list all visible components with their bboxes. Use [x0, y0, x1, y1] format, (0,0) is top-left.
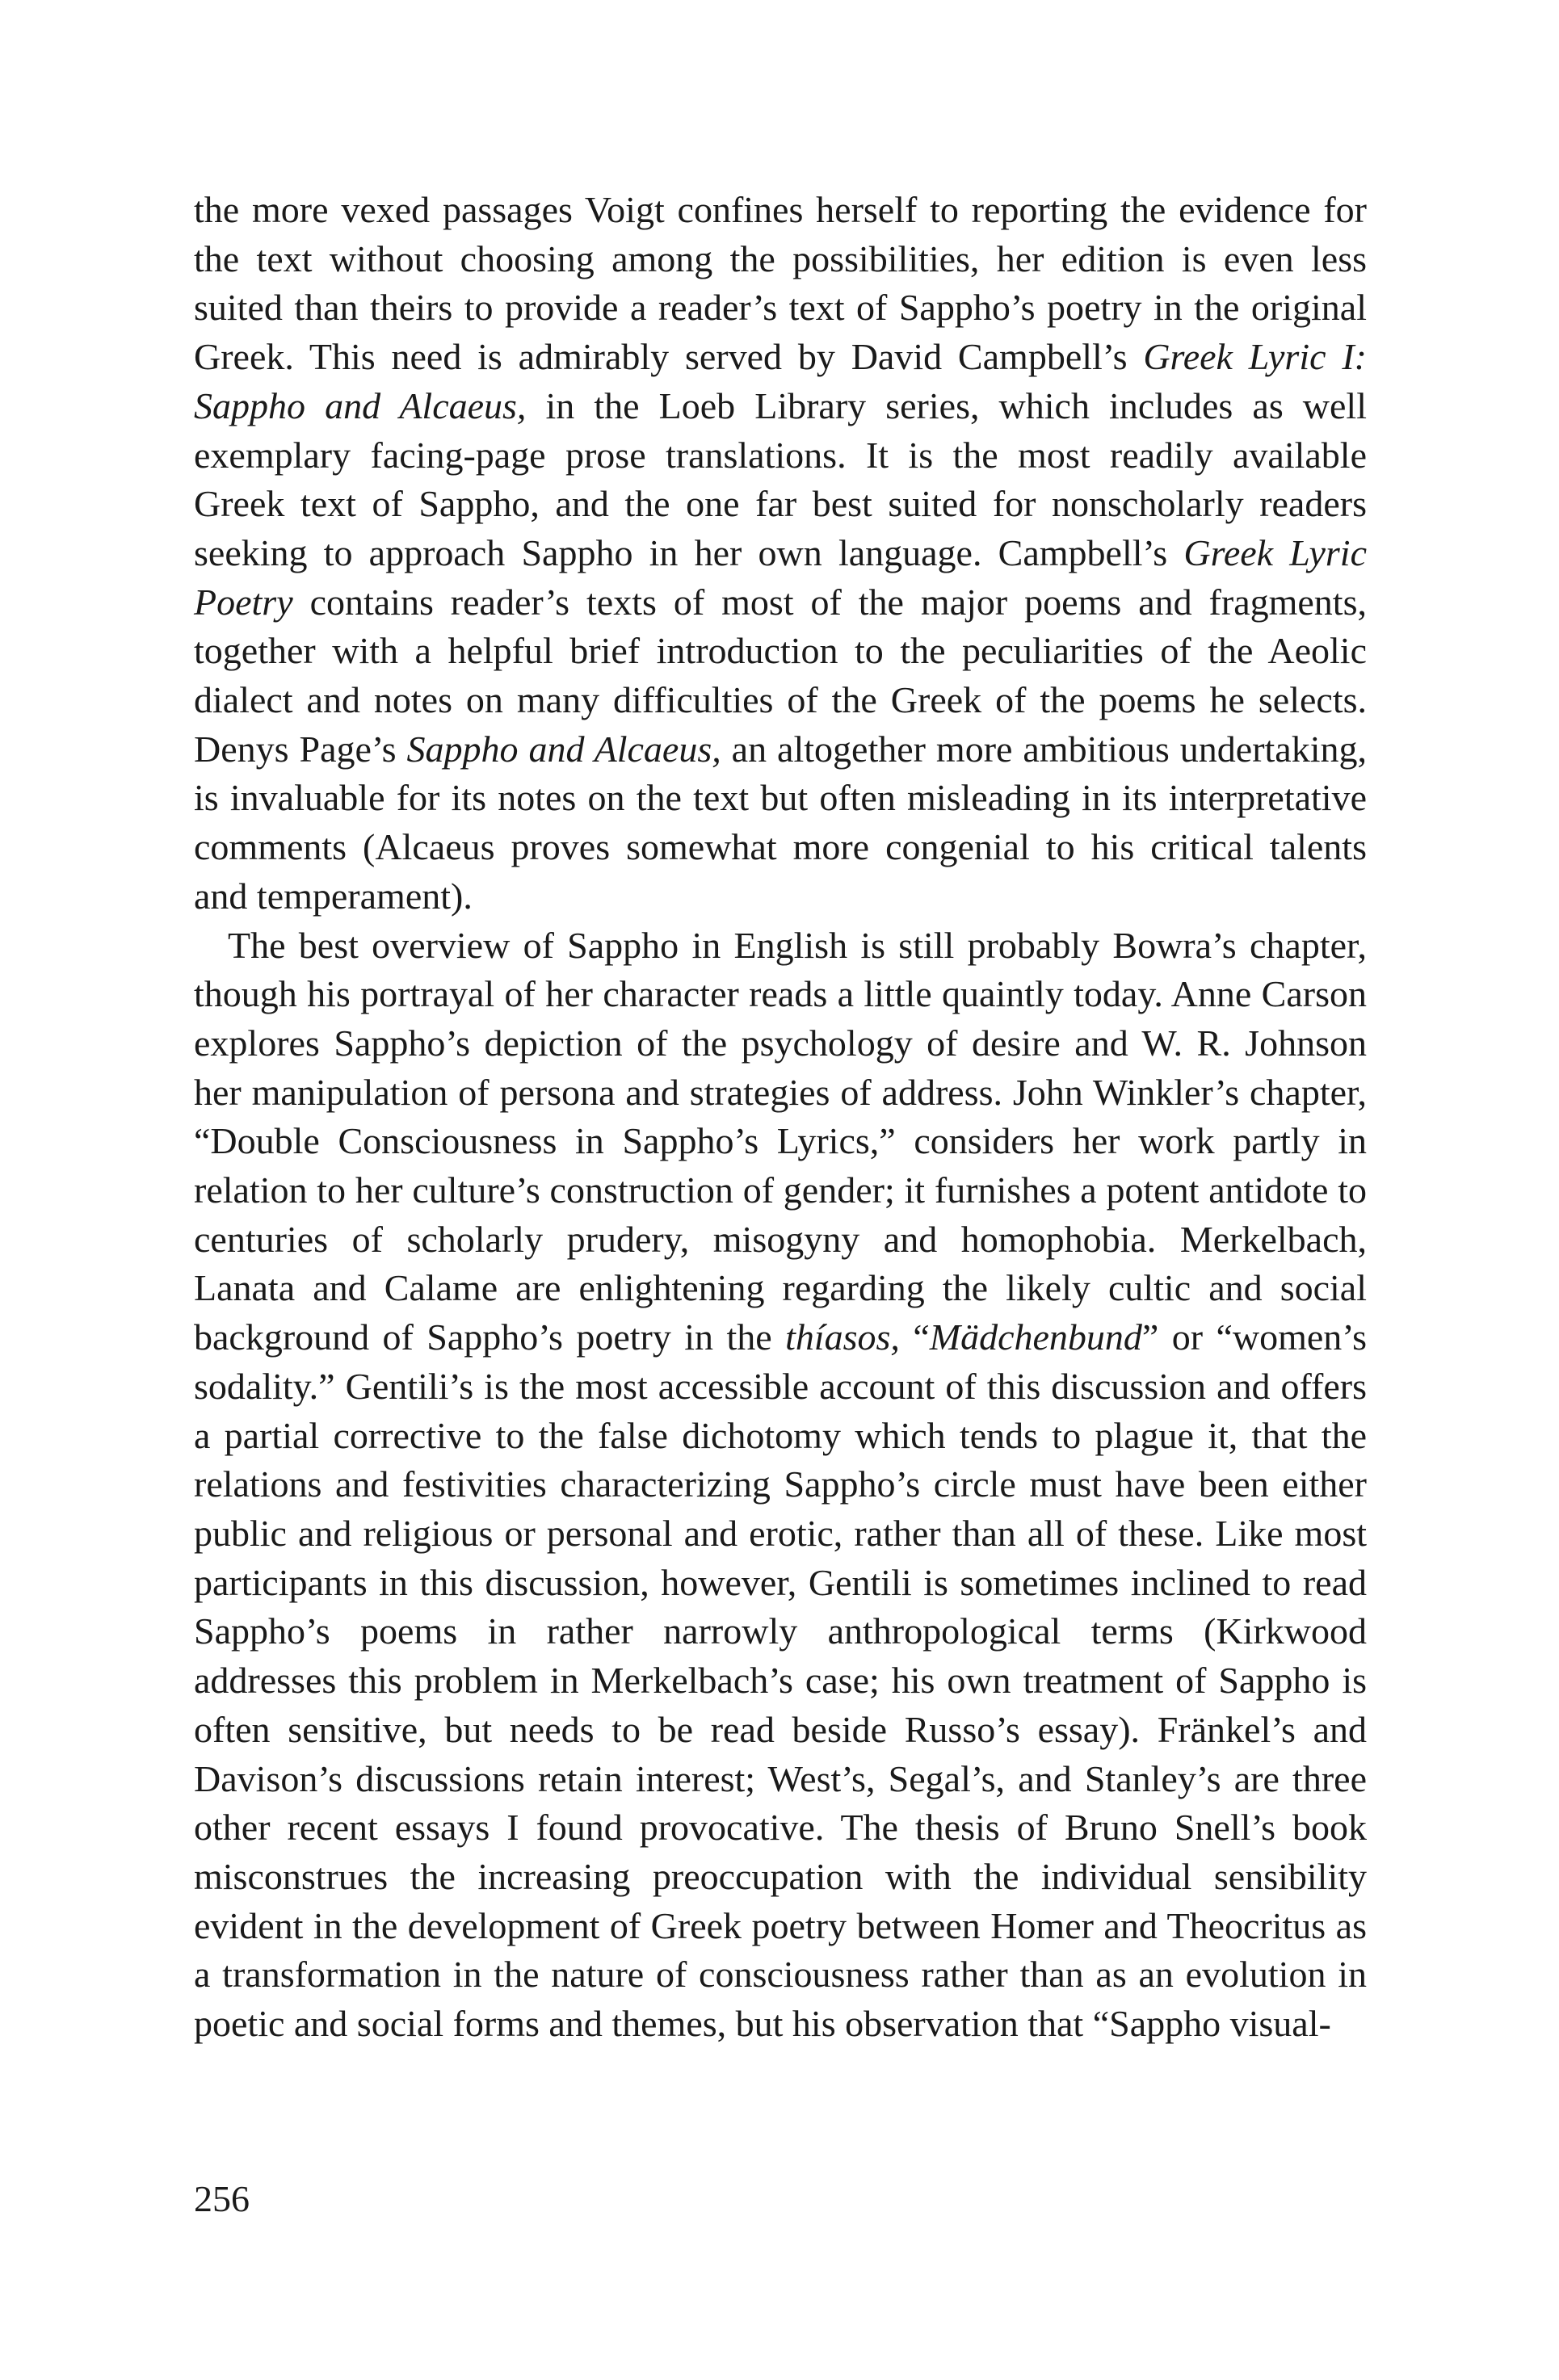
paragraph-1	[194, 186, 1367, 921]
paragraph-2	[194, 921, 1367, 2049]
text-run: The best overview of Sappho in English is still probably Bowra’s chapter, though his portrayal of her character reads a little quaintly today. Anne Carson explores Sappho’s depiction of the psychology of desire and W. R. Johnson her manipulation of persona and strategies of address. John Winkler’s chapter, “Double Consciousness in Sappho’s Lyrics,” considers her work partly in relation to her culture’s construction of gender; it furnishes a potent antidote to centuries of scholarly prudery, misogyny and homophobia. Merkelbach, Lanata and Calame are enlightening regarding the likely cultic and social background of Sappho’s poetry in the	[194, 924, 1367, 1358]
term-italic: thíasos,	[785, 1316, 900, 1358]
book-title-italic: Greek Lyric Poetry	[194, 531, 1367, 623]
text-run: “	[899, 1316, 930, 1358]
text-run: the more vexed passages Voigt confines herself to reporting the evidence for the text without choosing among the possibilities, her edition is even less suited than theirs to provide a reader’s text of Sappho’s poetry in the original Greek. This need is admirably served by David Campbell’s	[194, 189, 1367, 378]
text-run: in the Loeb Library series, which includes as well exemplary facing-page prose translations. It is the most readily available Greek text of Sappho, and the one far best suited for nonscholarly readers seeking to approach Sappho in her own language. Campbell’s	[194, 384, 1367, 573]
body-text	[194, 186, 1367, 2049]
text-run: an altogether more ambitious undertaking, is invaluable for its notes on the text but often misleading in its interpretative comments (Alcaeus proves somewhat more congenial to his critical talents and temperament).	[194, 728, 1367, 917]
book-title-italic: Sappho and Alcaeus,	[406, 728, 721, 770]
text-run: ” or “women’s sodality.” Gentili’s is the most accessible account of this discussion and offers a partial corrective to the false dichotomy which tends to plague it, that the relations and festivities characterizing Sappho’s circle must have been either public and religious or personal and erotic, rather than all of these. Like most participants in this discussion, however, Gentili is sometimes inclined to read Sappho’s poems in rather narrowly anthropological terms (Kirkwood addresses this problem in Merkelbach’s case; his own treatment of Sappho is often sensitive, but needs to be read beside Russo’s essay). Fränkel’s and Davison’s discussions retain interest; West’s, Segal’s, and Stanley’s are three other recent essays I found provocative. The thesis of Bruno Snell’s book misconstrues the increasing preoccupation with the individual sensibility evident in the development of Greek poetry between Homer and Theocritus as a transformation in the nature of consciousness rather than as an evolution in poetic and social forms and themes, but his observation that “Sappho visual-	[194, 1316, 1367, 2045]
text-run: contains reader’s texts of most of the major poems and fragments, together with a helpful brief introduction to the peculiarities of the Aeolic dialect and notes on many difficulties of the Greek of the poems he selects. Denys Page’s	[194, 581, 1367, 770]
term-italic: Mädchenbund	[929, 1316, 1142, 1358]
book-title-italic: Greek Lyric I: Sappho and Alcaeus,	[194, 336, 1368, 426]
page-number: 256	[194, 2178, 250, 2219]
